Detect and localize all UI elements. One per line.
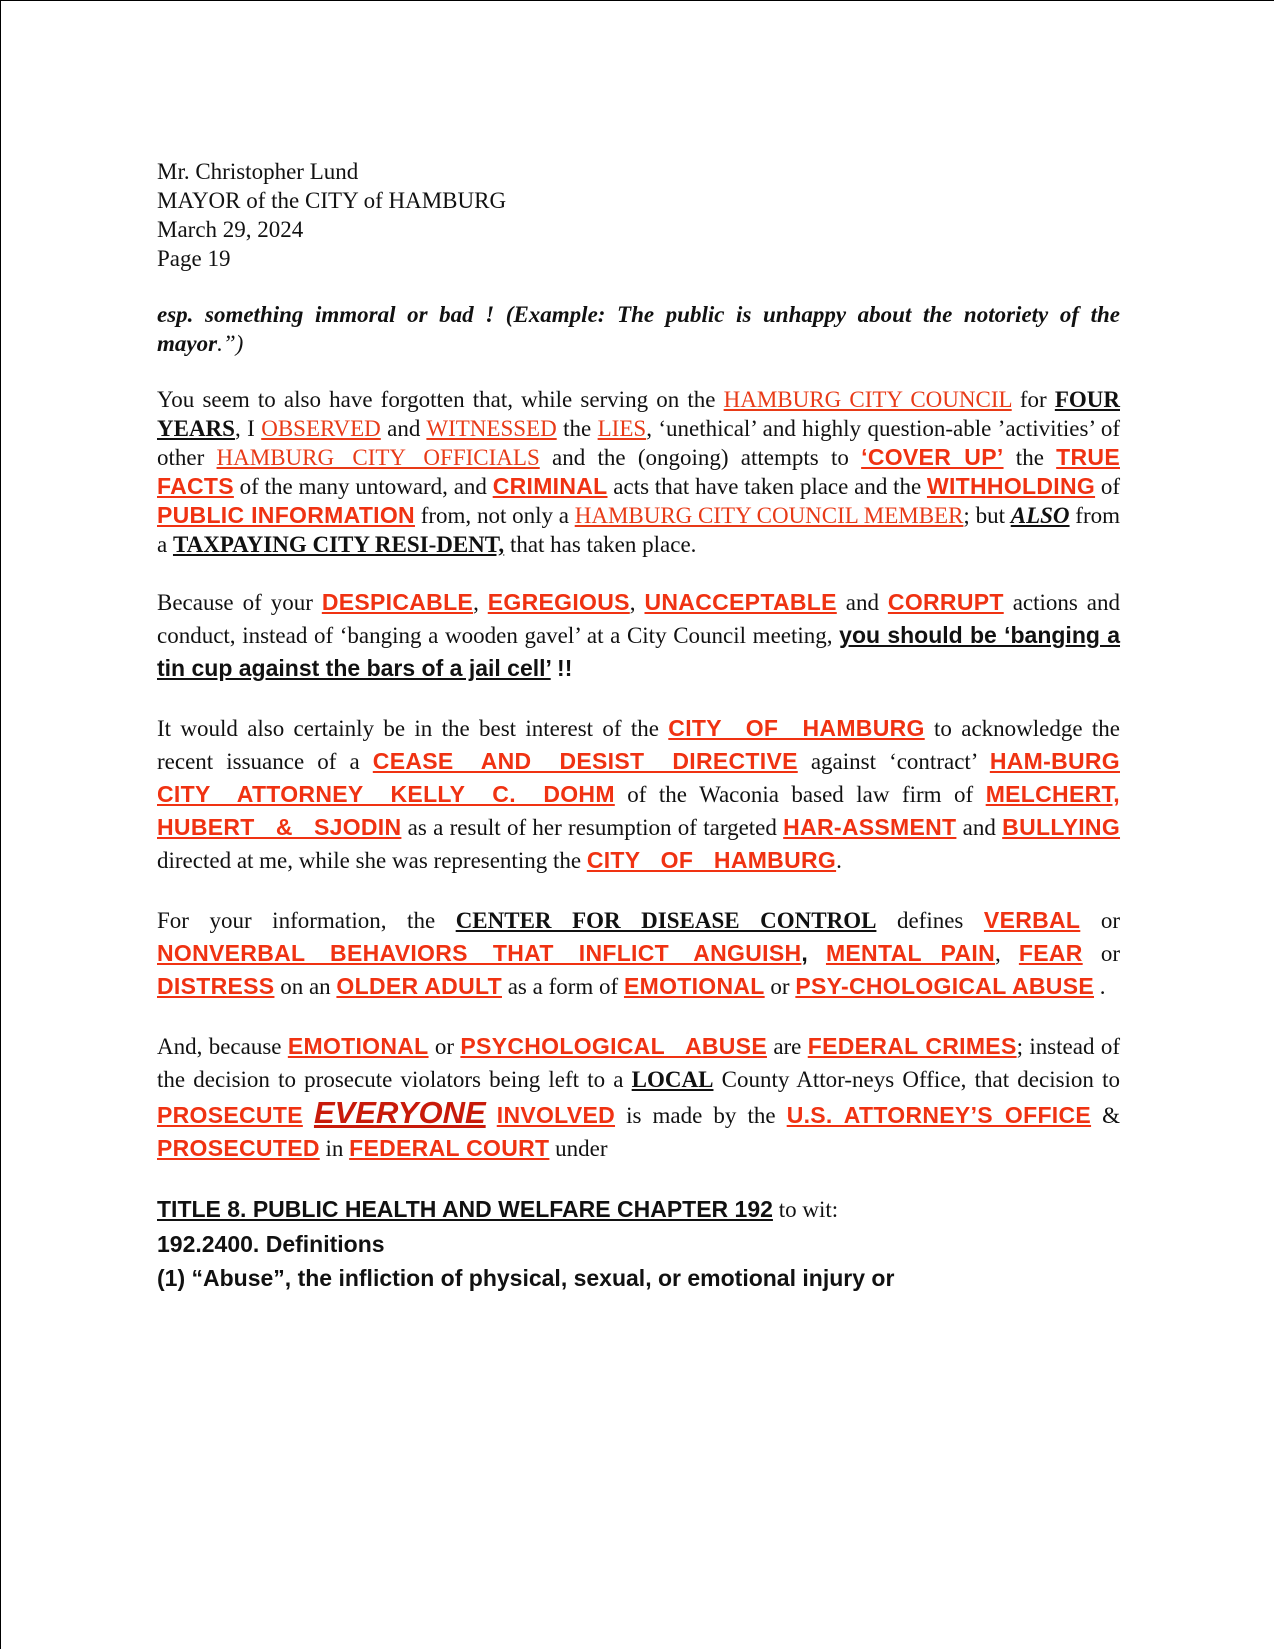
hamburg-city-council: HAMBURG CITY COUNCIL — [723, 387, 1012, 412]
us-attorneys-office: U.S. ATTORNEY’S OFFICE — [786, 1102, 1092, 1128]
true-facts: TRUE FACTS — [157, 444, 1120, 499]
also: ALSO — [1010, 503, 1070, 528]
text: acts that have taken place and the — [607, 474, 927, 499]
psychological-abuse-2: PSYCHOLOGICAL ABUSE — [460, 1033, 767, 1059]
text: . — [836, 848, 842, 873]
text: defines — [876, 908, 984, 933]
statute-abuse-definition: (1) “Abuse”, the infliction of physical, sexual, or emotional injury or — [157, 1265, 895, 1291]
cover-up: ‘COVER UP’ — [861, 444, 1004, 470]
paragraph-cdc — [157, 904, 1120, 1003]
recipient-title: MAYOR of the CITY of HAMBURG — [157, 188, 507, 213]
cease-and-desist: CEASE AND DESIST DIRECTIVE — [372, 748, 798, 774]
quote-end: .”) — [217, 331, 244, 356]
text: from a — [157, 503, 1120, 557]
emotional-2: EMOTIONAL — [287, 1033, 429, 1059]
text: from, not only a — [414, 503, 575, 528]
text: , ‘unethical’ and highly question-able ’activities’ of other — [157, 416, 1120, 470]
witnessed: WITNESSED — [426, 416, 557, 441]
text: the — [1003, 445, 1057, 470]
four-years: FOUR YEARS — [157, 387, 1120, 441]
text: and — [380, 416, 427, 441]
paragraph-forgotten — [157, 385, 1120, 559]
text: of the many untoward, and — [233, 474, 493, 499]
text: on an — [274, 974, 337, 999]
page-number: Page 19 — [157, 246, 231, 271]
statute-definitions-heading: 192.2400. Definitions — [157, 1231, 385, 1257]
egregious: EGREGIOUS — [487, 589, 630, 615]
recipient-name: Mr. Christopher Lund — [157, 159, 359, 184]
letter-body — [157, 157, 1120, 1295]
letter-date: March 29, 2024 — [157, 217, 304, 242]
unacceptable: UNACCEPTABLE — [644, 589, 837, 615]
city-attorney: HAM-BURG CITY ATTORNEY KELLY C. DOHM — [157, 748, 1120, 807]
prosecuted: PROSECUTED — [157, 1135, 320, 1161]
text: or — [428, 1034, 461, 1059]
text: !! — [550, 655, 573, 681]
text: , — [994, 941, 1019, 966]
text — [808, 941, 826, 966]
federal-court: FEDERAL COURT — [349, 1135, 550, 1161]
statute-title: TITLE 8. PUBLIC HEALTH AND WELFARE CHAPTER 192 — [157, 1196, 773, 1222]
paragraph-despicable — [157, 586, 1120, 685]
letter-header — [157, 157, 1120, 273]
text: that has taken place. — [504, 532, 697, 557]
text — [486, 1103, 497, 1128]
bullying: BULLYING — [1002, 814, 1121, 840]
criminal: CRIMINAL — [492, 473, 608, 499]
prosecute: PROSECUTE — [157, 1102, 303, 1128]
text: to acknowledge the recent issuance of a — [157, 716, 1120, 774]
text: against ‘contract’ — [797, 749, 990, 774]
taxpaying-resident: TAXPAYING CITY RESI-DENT, — [172, 532, 505, 557]
text: actions and conduct, instead of ‘banging a wooden gavel’ at a City Council meeting, — [157, 590, 1120, 648]
mental-pain: MENTAL PAIN — [825, 940, 995, 966]
nonverbal-behaviors: NONVERBAL BEHAVIORS THAT INFLICT ANGUISH — [157, 940, 802, 966]
paragraph-quote-continuation — [157, 300, 1120, 358]
emotional: EMOTIONAL — [623, 973, 765, 999]
city-of-hamburg: CITY OF HAMBURG — [668, 715, 925, 741]
paragraph-federal-crimes — [157, 1030, 1120, 1165]
text: , I — [234, 416, 262, 441]
text: are — [766, 1034, 808, 1059]
despicable: DESPICABLE — [321, 589, 474, 615]
text: under — [549, 1136, 608, 1161]
psychological-abuse: PSY-CHOLOGICAL ABUSE — [795, 973, 1094, 999]
quote-text: esp. something immoral or bad ! (Example: The public is unhappy about the notoriety of the mayor — [157, 302, 1120, 356]
older-adult: OLDER ADULT — [336, 973, 502, 999]
withholding: WITHHOLDING — [926, 473, 1096, 499]
fear: FEAR — [1018, 940, 1083, 966]
corrupt: CORRUPT — [887, 589, 1004, 615]
text: & — [1091, 1103, 1121, 1128]
paragraph-city-attorney — [157, 712, 1120, 877]
jail-cell-statement: you should be ‘banging a tin cup against the bars of a jail cell’ — [157, 622, 1120, 681]
text: Because of your — [157, 590, 322, 615]
text: or — [1080, 908, 1120, 933]
text: the — [556, 416, 598, 441]
text: , — [801, 940, 808, 966]
text: And, because — [157, 1034, 288, 1059]
local: LOCAL — [631, 1067, 714, 1092]
council-member: HAMBURG CITY COUNCIL MEMBER — [574, 503, 964, 528]
text: of the Waconia based law firm of — [614, 782, 986, 807]
text: as a form of — [501, 974, 624, 999]
statute-title-line — [157, 1192, 1120, 1227]
text: County Attor-neys Office, that decision to — [713, 1067, 1120, 1092]
text: directed at me, while she was representing the — [157, 848, 587, 873]
text: , — [473, 590, 488, 615]
to-wit: to wit: — [772, 1197, 839, 1222]
text: You seem to also have forgotten that, while serving on the — [157, 387, 724, 412]
verbal: VERBAL — [983, 907, 1081, 933]
text: and — [956, 815, 1003, 840]
law-firm: MELCHERT, HUBERT & SJODIN — [157, 781, 1120, 840]
text: or — [764, 974, 796, 999]
text: and the (ongoing) attempts to — [539, 445, 862, 470]
text: in — [319, 1136, 350, 1161]
text: ; but — [963, 503, 1011, 528]
text: is made by the — [615, 1103, 787, 1128]
harassment: HAR-ASSMENT — [783, 814, 957, 840]
text — [303, 1103, 314, 1128]
observed: OBSERVED — [261, 416, 381, 441]
text: . — [1094, 974, 1106, 999]
text: as a result of her resumption of targeted — [401, 815, 784, 840]
involved: INVOLVED — [496, 1102, 616, 1128]
hamburg-city-officials: HAMBURG CITY OFFICIALS — [216, 445, 540, 470]
text: It would also certainly be in the best interest of the — [157, 716, 669, 741]
text: ; instead of the decision to prosecute violators being left to a — [157, 1034, 1120, 1092]
text: for — [1011, 387, 1055, 412]
statute-block — [157, 1192, 1120, 1295]
lies: LIES — [597, 416, 647, 441]
distress: DISTRESS — [157, 973, 275, 999]
federal-crimes: FEDERAL CRIMES — [807, 1033, 1017, 1059]
city-of-hamburg-2: CITY OF HAMBURG — [586, 847, 837, 873]
text: or — [1082, 941, 1121, 966]
center-for-disease-control: CENTER FOR DISEASE CONTROL — [455, 908, 877, 933]
text: of — [1095, 474, 1120, 499]
everyone: EVERYONE — [313, 1095, 486, 1130]
text: For your information, the — [157, 908, 456, 933]
text: and — [836, 590, 888, 615]
public-information: PUBLIC INFORMATION — [157, 502, 415, 528]
text: , — [629, 590, 645, 615]
